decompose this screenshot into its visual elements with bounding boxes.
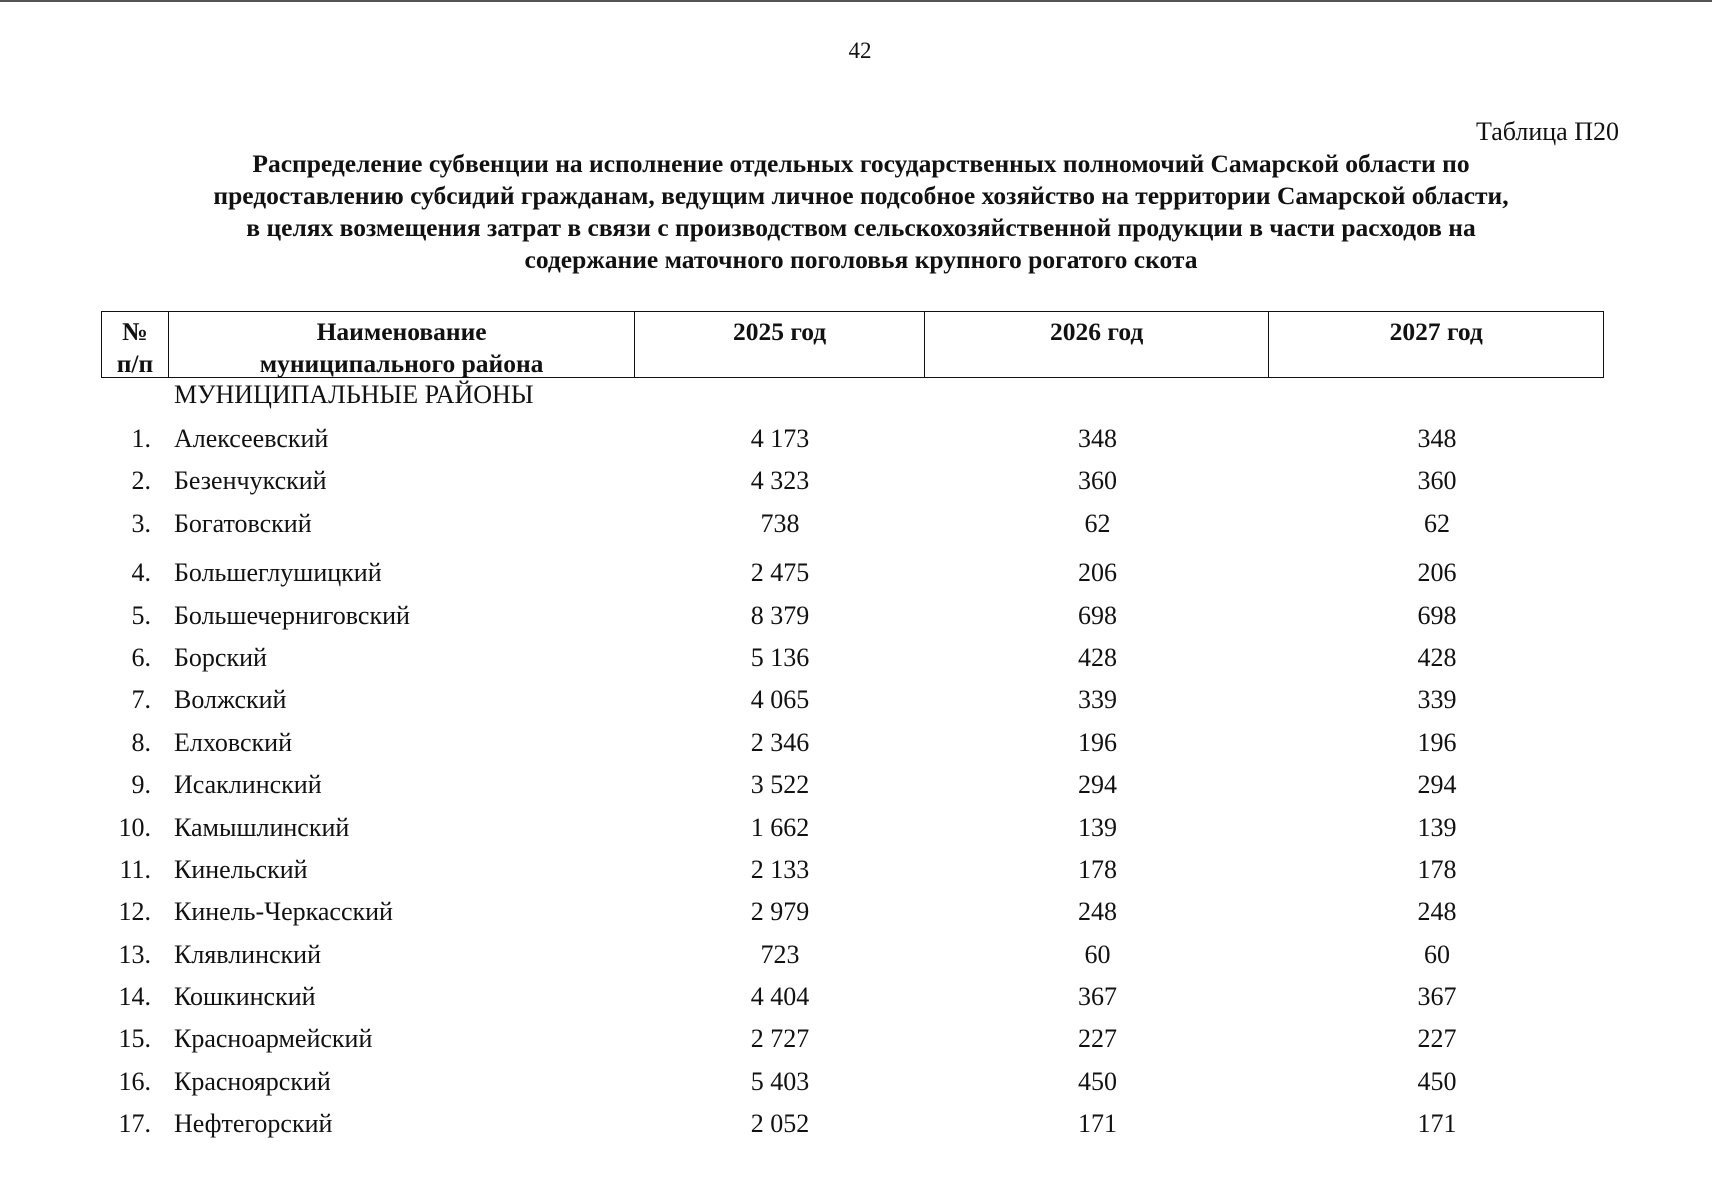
table-row — [101, 552, 1604, 594]
row-value-2026: 367 — [1078, 982, 1117, 1012]
row-district-name: Красноармейский — [174, 1024, 373, 1054]
row-value-2027: 248 — [1417, 897, 1457, 927]
row-value-2026: 294 — [1078, 770, 1117, 800]
row-number: 7. — [131, 685, 151, 715]
row-number: 4. — [131, 558, 151, 588]
row-value-2025: 4 173 — [750, 424, 810, 453]
title-line-2: предоставлению субсидий гражданам, ведущим личное подсобное хозяйство на территории Самарской области, — [213, 181, 1509, 210]
title-line-3: в целях возмещения затрат в связи с производством сельскохозяйственной продукции в части расходов на — [246, 213, 1476, 242]
row-value-2025: 4 404 — [750, 982, 810, 1012]
row-value-2027: 178 — [1417, 854, 1457, 884]
row-district-name: Безенчукский — [174, 466, 327, 496]
row-value-2027: 62 — [1424, 508, 1450, 538]
row-district-name: Кинель-Черкасский — [174, 897, 393, 927]
row-number: 2. — [131, 466, 151, 496]
row-value-2026: 227 — [1078, 1024, 1117, 1054]
row-number: 11. — [119, 854, 151, 884]
header-name-line-2: муниципального района — [259, 349, 544, 378]
table-row — [101, 418, 1604, 460]
document-title — [110, 148, 1612, 276]
row-number: 5. — [131, 600, 151, 630]
row-value-2025: 5 403 — [750, 1066, 810, 1096]
row-value-2027: 428 — [1417, 642, 1457, 672]
row-district-name: Большеглушицкий — [174, 558, 382, 588]
row-district-name: Волжский — [174, 685, 287, 715]
table-row — [101, 1103, 1604, 1145]
row-value-2027: 348 — [1417, 424, 1457, 453]
table-row — [101, 460, 1604, 502]
row-number: 14. — [118, 982, 151, 1012]
table-row — [101, 849, 1604, 891]
row-value-2027: 196 — [1417, 727, 1457, 757]
table-row — [101, 679, 1604, 721]
row-district-name: Большечерниговский — [174, 600, 410, 630]
row-value-2025: 1 662 — [750, 812, 810, 842]
row-district-name: Кошкинский — [174, 982, 316, 1012]
table-header — [101, 311, 1604, 378]
row-number: 9. — [131, 770, 151, 800]
row-value-2027: 227 — [1417, 1024, 1457, 1054]
row-value-2025: 2 475 — [750, 558, 810, 588]
row-number: 15. — [118, 1024, 151, 1054]
row-value-2027: 360 — [1417, 466, 1457, 496]
table-code: Таблица П20 — [1476, 117, 1619, 146]
title-line-4: содержание маточного поголовья крупного рогатого скота — [524, 245, 1198, 274]
row-value-2026: 339 — [1078, 685, 1117, 715]
row-value-2027: 294 — [1417, 770, 1457, 800]
row-value-2026: 450 — [1078, 1066, 1117, 1096]
row-district-name: Красноярский — [174, 1066, 331, 1096]
page-number: 42 — [848, 38, 872, 63]
row-number: 1. — [131, 424, 151, 453]
page-top-border — [0, 0, 1712, 2]
row-value-2026: 178 — [1078, 854, 1117, 884]
row-district-name: Алексеевский — [174, 424, 329, 453]
row-district-name: Клявлинский — [174, 939, 322, 969]
row-district-name: Исаклинский — [174, 770, 322, 800]
row-value-2027: 139 — [1417, 812, 1457, 842]
row-value-2026: 62 — [1084, 508, 1111, 538]
table-row — [101, 637, 1604, 679]
row-value-2027: 367 — [1417, 982, 1457, 1012]
header-name-column — [169, 312, 635, 377]
header-number-line-2: п/п — [116, 349, 154, 378]
table-row — [101, 934, 1604, 976]
section-label: МУНИЦИПАЛЬНЫЕ РАЙОНЫ — [174, 380, 534, 409]
row-value-2027: 171 — [1417, 1109, 1457, 1139]
row-value-2025: 8 379 — [750, 600, 810, 630]
row-value-2026: 360 — [1078, 466, 1117, 496]
row-value-2026: 698 — [1078, 600, 1117, 630]
row-value-2026: 206 — [1078, 558, 1117, 588]
header-name-line-1: Наименование — [316, 317, 487, 346]
row-value-2027: 60 — [1424, 939, 1450, 969]
header-number-line-1: № — [122, 317, 148, 346]
row-number: 3. — [131, 508, 151, 538]
row-value-2026: 428 — [1078, 642, 1117, 672]
row-number: 6. — [131, 642, 151, 672]
row-value-2025: 2 727 — [750, 1024, 810, 1054]
title-line-1: Распределение субвенции на исполнение отдельных государственных полномочий Самарской области по — [252, 149, 1470, 178]
row-value-2025: 2 052 — [750, 1109, 810, 1139]
table-row — [101, 976, 1604, 1018]
row-value-2025: 4 065 — [750, 685, 810, 715]
table-row — [101, 1061, 1604, 1103]
header-year-2025: 2025 год — [635, 312, 925, 377]
row-value-2027: 339 — [1417, 685, 1457, 715]
header-number-column — [102, 312, 169, 377]
table-row — [101, 807, 1604, 849]
table-row — [101, 503, 1604, 545]
row-number: 16. — [118, 1066, 151, 1096]
table-row — [101, 595, 1604, 637]
row-value-2025: 5 136 — [750, 642, 810, 672]
row-value-2026: 196 — [1078, 727, 1117, 757]
row-value-2025: 4 323 — [750, 466, 810, 496]
row-value-2027: 206 — [1417, 558, 1457, 588]
header-year-2027: 2027 год — [1389, 317, 1483, 346]
table-row — [101, 891, 1604, 933]
row-value-2027: 450 — [1417, 1066, 1457, 1096]
row-district-name: Борский — [174, 642, 267, 672]
row-district-name: Елховский — [174, 727, 292, 757]
table-row — [101, 1018, 1604, 1060]
row-value-2027: 698 — [1417, 600, 1457, 630]
row-value-2026: 171 — [1078, 1109, 1117, 1139]
row-district-name: Нефтегорский — [174, 1109, 333, 1139]
header-year-2026: 2026 год — [925, 312, 1270, 377]
table-row — [101, 722, 1604, 764]
row-value-2026: 60 — [1084, 939, 1111, 969]
row-value-2025: 723 — [760, 939, 800, 969]
row-value-2025: 3 522 — [750, 770, 810, 800]
row-value-2026: 348 — [1078, 424, 1117, 453]
row-number: 10. — [118, 812, 151, 842]
row-value-2025: 2 133 — [750, 854, 810, 884]
row-number: 13. — [118, 939, 151, 969]
row-value-2026: 248 — [1078, 897, 1117, 927]
row-number: 17. — [118, 1109, 151, 1139]
row-number: 12. — [118, 897, 151, 927]
row-value-2026: 139 — [1078, 812, 1117, 842]
row-district-name: Кинельский — [174, 854, 308, 884]
row-district-name: Богатовский — [174, 508, 312, 538]
row-value-2025: 738 — [760, 508, 800, 538]
row-value-2025: 2 346 — [750, 727, 810, 757]
row-value-2025: 2 979 — [750, 897, 810, 927]
row-district-name: Камышлинский — [174, 812, 350, 842]
table-row — [101, 764, 1604, 806]
table-body — [101, 418, 1604, 1146]
row-number: 8. — [131, 727, 151, 757]
